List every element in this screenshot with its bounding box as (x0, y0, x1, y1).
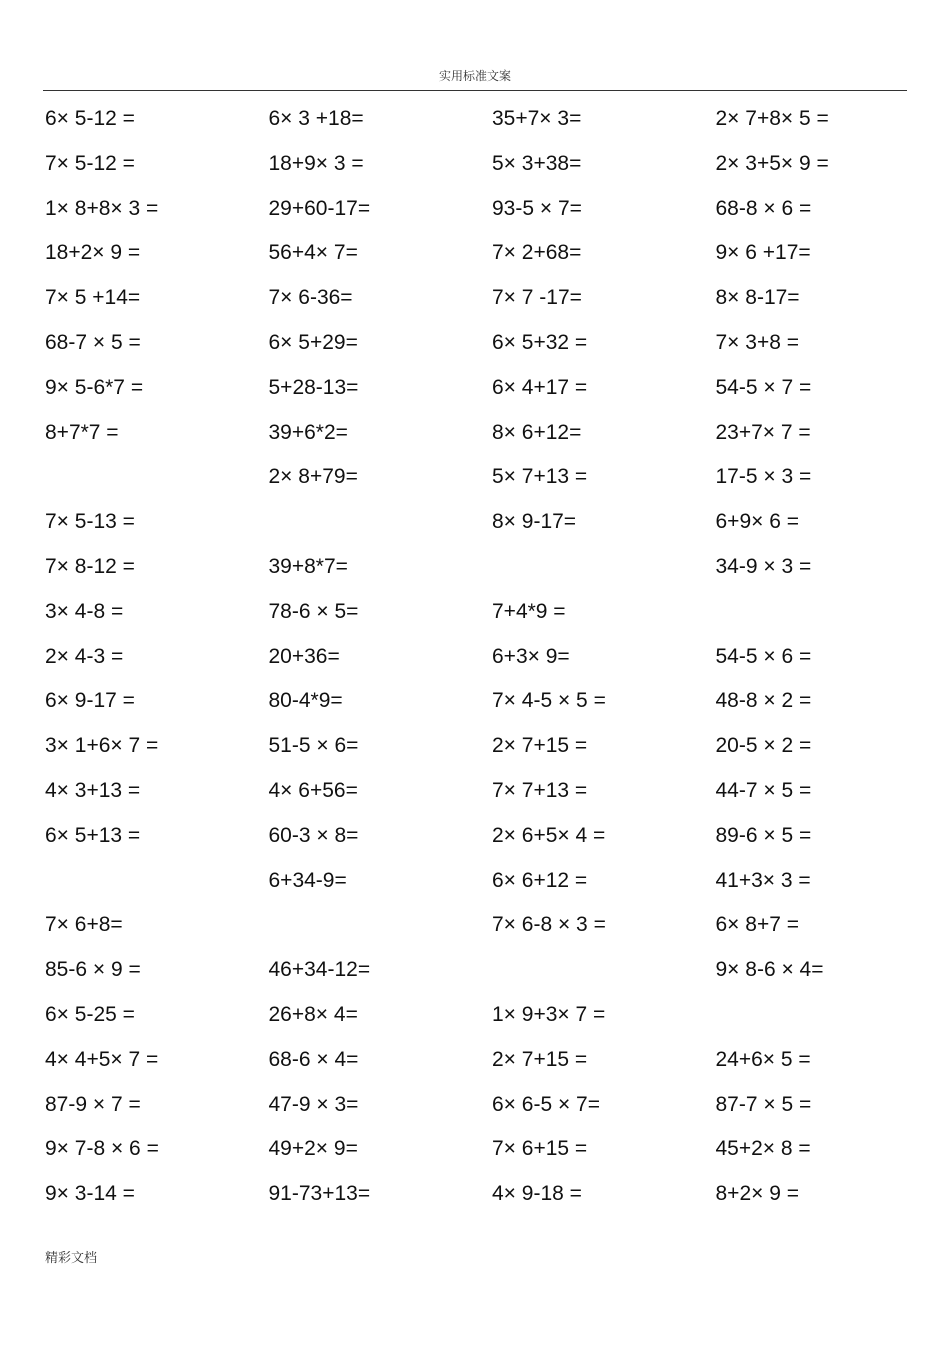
problem-cell: 20+36= (268, 644, 340, 668)
problem-cell: 1× 9+3× 7 = (492, 1002, 606, 1026)
problem-cell: 26+8× 4= (268, 1002, 358, 1026)
problem-cell: 7× 5-13 = (45, 510, 135, 534)
problem-cell: 7× 7 -17= (492, 286, 582, 310)
problem-cell: 4× 3+13 = (45, 778, 141, 802)
problem-cell: 2× 3+5× 9 = (715, 151, 829, 175)
problem-cell: 6× 6+12 = (492, 868, 588, 892)
problem-cell: 8× 9-17= (492, 510, 577, 534)
problem-cell (45, 859, 269, 904)
problem-cell: 8× 6+12= (492, 420, 582, 444)
problem-cell: 7+4*9 = (492, 599, 566, 623)
problem-cell: 6× 6-5 × 7= (492, 1092, 601, 1116)
problem-cell: 7× 6-8 × 3 = (492, 913, 606, 937)
problem-cell: 6× 5+29= (268, 330, 358, 354)
problem-cell: 7× 6-36= (268, 286, 353, 310)
problem-cell: 9× 8-6 × 4= (715, 958, 824, 982)
problem-cell: 80-4*9= (268, 689, 343, 713)
problem-cell: 6× 5+13 = (45, 823, 141, 847)
problem-cell: 4× 9-18 = (492, 1182, 582, 1206)
problem-cell: 8× 8-17= (715, 286, 800, 310)
problem-cell: 47-9 × 3= (268, 1092, 359, 1116)
problem-cell: 6+3× 9= (492, 644, 570, 668)
problem-cell: 7× 8-12 = (45, 554, 135, 578)
problem-cell: 6× 5-25 = (45, 1002, 135, 1026)
problem-cell: 45+2× 8 = (715, 1137, 811, 1161)
problem-cell: 2× 7+15 = (492, 734, 588, 758)
problem-cell: 29+60-17= (268, 196, 371, 220)
problem-cell (269, 500, 493, 545)
problem-cell: 9× 5-6*7 = (45, 375, 144, 399)
problem-cell: 1× 8+8× 3 = (45, 196, 159, 220)
problem-cell: 56+4× 7= (268, 241, 358, 265)
problem-cell: 2× 4-3 = (45, 644, 124, 668)
problem-cell (45, 455, 269, 500)
problem-cell (492, 545, 716, 590)
problem-cell: 3× 4-8 = (45, 599, 124, 623)
problem-cell (716, 590, 906, 635)
problem-cell: 6+9× 6 = (715, 510, 799, 534)
problem-cell: 9× 6 +17= (715, 241, 811, 265)
problem-cell: 7× 4-5 × 5 = (492, 689, 606, 713)
problem-cell: 44-7 × 5 = (715, 778, 812, 802)
problem-cell: 85-6 × 9 = (45, 958, 141, 982)
problem-cell: 7× 6+8= (45, 913, 123, 937)
problem-cell: 8+2× 9 = (715, 1182, 799, 1206)
problem-cell: 39+8*7= (268, 554, 348, 578)
problem-cell: 8+7*7 = (45, 420, 119, 444)
footer-text: 精彩文档 (45, 1251, 98, 1266)
problem-cell: 6+34-9= (268, 868, 347, 892)
problem-cell: 91-73+13= (268, 1182, 371, 1206)
problem-cell: 78-6 × 5= (268, 599, 359, 623)
problem-cell: 3× 1+6× 7 = (45, 734, 159, 758)
problem-cell: 7× 7+13 = (492, 778, 588, 802)
problem-cell: 9× 3-14 = (45, 1182, 135, 1206)
problem-cell: 39+6*2= (268, 420, 348, 444)
problem-cell: 2× 8+79= (268, 465, 358, 489)
problem-cell: 6× 3 +18= (268, 107, 364, 130)
problem-cell: 5× 3+38= (492, 151, 582, 175)
problem-cell: 4× 6+56= (268, 778, 358, 802)
problem-cell: 68-7 × 5 = (45, 330, 141, 354)
problem-cell: 6× 5+32 = (492, 330, 588, 354)
problem-cell: 7× 5 +14= (45, 286, 141, 310)
problem-cell: 93-5 × 7= (492, 196, 582, 220)
problem-cell: 34-9 × 3 = (715, 554, 812, 578)
problem-cell: 7× 5-12 = (45, 151, 135, 175)
problem-cell: 6× 8+7 = (715, 913, 799, 937)
problem-cell (269, 903, 493, 948)
problem-cell: 46+34-12= (268, 958, 371, 982)
problem-cell: 87-7 × 5 = (715, 1092, 812, 1116)
problem-cell: 7× 6+15 = (492, 1137, 588, 1161)
problem-grid (45, 97, 905, 1217)
problem-cell: 18+9× 3 = (268, 151, 364, 175)
problem-cell: 60-3 × 8= (268, 823, 359, 847)
problem-cell: 49+2× 9= (268, 1137, 358, 1161)
problem-cell: 6× 9-17 = (45, 689, 135, 713)
problem-cell: 35+7× 3= (492, 107, 582, 130)
problem-cell: 24+6× 5 = (715, 1047, 811, 1071)
problem-cell (492, 948, 716, 993)
problem-cell: 6× 4+17 = (492, 375, 588, 399)
problem-cell: 17-5 × 3 = (715, 465, 812, 489)
problem-cell: 7× 2+68= (492, 241, 582, 265)
problem-cell: 87-9 × 7 = (45, 1092, 141, 1116)
problem-cell: 2× 7+8× 5 = (715, 107, 829, 130)
problem-cell: 20-5 × 2 = (715, 734, 812, 758)
problem-cell: 23+7× 7 = (715, 420, 811, 444)
problem-cell: 48-8 × 2 = (715, 689, 812, 713)
problem-cell: 54-5 × 7 = (715, 375, 812, 399)
problem-cell: 89-6 × 5 = (715, 823, 812, 847)
problem-cell: 7× 3+8 = (715, 330, 799, 354)
problem-cell: 4× 4+5× 7 = (45, 1047, 159, 1071)
problem-cell: 5+28-13= (268, 375, 359, 399)
problem-cell (716, 993, 906, 1038)
problem-cell: 51-5 × 6= (268, 734, 359, 758)
problem-cell: 2× 7+15 = (492, 1047, 588, 1071)
problem-cell: 18+2× 9 = (45, 241, 141, 265)
header-title: 实用标准文案 (438, 69, 511, 83)
problem-cell: 54-5 × 6 = (715, 644, 812, 668)
header-divider (43, 90, 907, 91)
problem-cell: 41+3× 3 = (715, 868, 811, 892)
problem-cell: 68-8 × 6 = (715, 196, 812, 220)
problem-cell: 9× 7-8 × 6 = (45, 1137, 159, 1161)
problem-cell: 2× 6+5× 4 = (492, 823, 606, 847)
problem-cell: 68-6 × 4= (268, 1047, 359, 1071)
problem-cell: 6× 5-12 = (45, 107, 135, 130)
problem-cell: 5× 7+13 = (492, 465, 588, 489)
